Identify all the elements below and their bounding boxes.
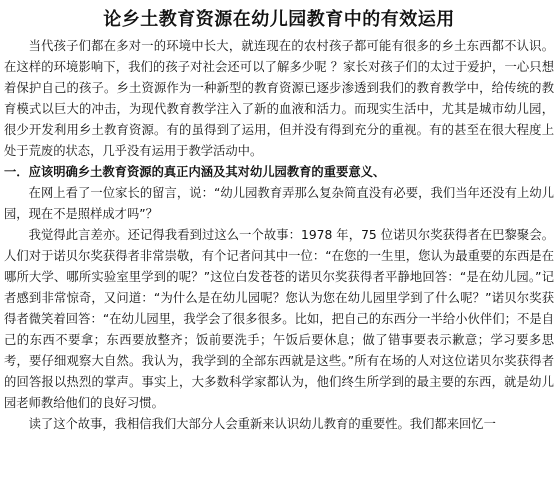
closing-paragraph: 读了这个故事，我相信我们大部分人会重新来认识幼儿教育的重要性。我们都来回忆一 xyxy=(28,417,496,431)
section-heading: 一．应该明确乡土教育资源的真正内涵及其对幼儿园教育的重要意义、 xyxy=(4,165,386,179)
parent-comment-paragraph: 在网上看了一位家长的留言，说：“幼儿园教育弄那么复杂简直没有必要，我们当年还没有上幼儿园，现在不是照样成才吗”？ xyxy=(4,186,554,221)
nobel-story-paragraph: 我觉得此言差亦。还记得我看到过这么一个故事：1978 年，75 位诺贝尔奖获得者在巴黎聚会。人们对于诺贝尔奖获得者非常崇敬，有个记者问其中一位：“在您的一生里，您认为最重要的东西是在哪所大学、哪所实验室里学到的呢？”这位白发苍苍的诺贝尔奖获得者平静地回答：“是在幼儿园。”记者感到非常惊奇，又问道：“为什么是在幼儿园呢？您认为您在幼儿园里学到了什么呢？”诺贝尔奖获得者微笑着回答：“在幼儿园里，我学会了很多很多。比如，把自己的东西分一半给小伙伴们；不是自己的东西不要拿；东西要放整齐；饭前要洗手；午饭后要休息；做了错事要表示歉意；学习要多思考，要仔细观察大自然。我认为，我学到的全部东西就是这些。”所有在场的人对这位诺贝尔奖获得者的回答报以热烈的掌声。事实上，大多数科学家都认为，他们终生所学到的最主要的东西，就是幼儿园老师教给他们的良好习惯。 xyxy=(4,228,554,410)
document-title: 论乡土教育资源在幼儿园教育中的有效运用 xyxy=(103,9,455,30)
intro-paragraph: 当代孩子们都在多对一的环境中长大，就连现在的农村孩子都可能有很多的乡土东西都不认识。在这样的环境影响下，我们的孩子对社会还可以了解多少呢 ？家长对孩子们的太过于爱护，一心只想着保护自己的孩子。乡土资源作为一种新型的教育资源已逐步渗透到我们的教育教学中，给传统的教育模式以巨大的冲击，为现代教育教学注入了新的血液和活力。而现实生活中，尤其是城市幼儿园，很少开发利用乡土教育资源。有的虽得到了运用，但并没有得到充分的重视。有的甚至在很大程度上处于荒废的状态，几乎没有运用于教学活动中。 xyxy=(4,39,554,158)
